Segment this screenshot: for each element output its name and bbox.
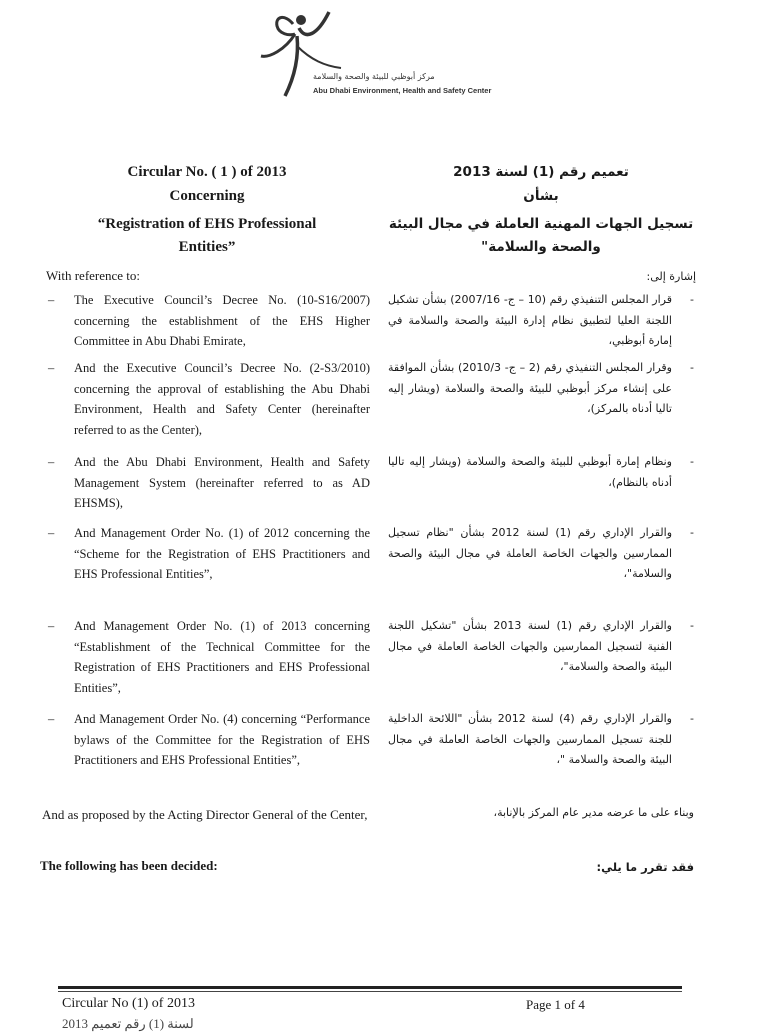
reference-item-ar: - قرار المجلس التنفيذي رقم (10 – ج- 2007/16) بشأن تشكيل اللجنة العليا لتطبيق نظام إدارة البيئة والصحة والسلامة في إمارة أبوظبي،	[388, 290, 694, 352]
logo-name-arabic: مركز أبوظبي للبيئة والصحة والسلامة	[313, 72, 435, 81]
reference-item-ar: - ونظام إمارة أبوظبي للبيئة والصحة والسلامة (ويشار إليه تاليا أدناه بالنظام)،	[388, 452, 694, 493]
reference-item-en: – And Management Order No. (1) of 2013 concerning “Establishment of the Technical Committee for the Registration of EHS Practitioners and EHS Professional Entities”,	[48, 616, 370, 698]
proposed-by-ar: وبناء على ما عرضه مدير عام المركز بالإنابة،	[493, 806, 694, 819]
center-logo	[255, 6, 495, 98]
reference-item-en-text: And the Abu Dhabi Environment, Health and Safety Management System (hereinafter referred to as AD EHSMS),	[74, 455, 370, 510]
decided-heading-ar: فقد تقرر ما يلي:	[596, 860, 694, 874]
title-en-line4: Entities”	[178, 239, 236, 255]
reference-item-ar-text: ونظام إمارة أبوظبي للبيئة والصحة والسلامة (ويشار إليه تاليا أدناه بالنظام)،	[388, 455, 672, 489]
title-en-line2: Concerning	[169, 188, 245, 204]
reference-heading-ar: إشارة إلى:	[646, 270, 696, 283]
reference-item-ar: - وقرار المجلس التنفيذي رقم (2 – ج- 2010/3) بشأن الموافقة على إنشاء مركز أبوظبي للبيئة والصحة والسلامة (ويشار إليه تاليا أدناه بالمركز)،	[388, 358, 694, 420]
reference-item-ar-text: قرار المجلس التنفيذي رقم (10 – ج- 2007/16) بشأن تشكيل اللجنة العليا لتطبيق نظام إدارة البيئة والصحة والسلامة في إمارة أبوظبي،	[388, 293, 672, 347]
footer-circular-number: Circular No (1) of 2013	[62, 996, 195, 1011]
decided-heading-en: The following has been decided:	[40, 858, 218, 873]
footer-page-number: Page 1 of 4	[526, 997, 585, 1012]
reference-item-en-text: And Management Order No. (1) of 2012 concerning the “Scheme for the Registration of EHS Practitioners and EHS Professional Entities”,	[74, 526, 370, 581]
reference-item-en: – And Management Order No. (4) concerning “Performance bylaws of the Committee for the Registration of EHS Practitioners and EHS Professional Entities”,	[48, 709, 370, 771]
reference-item-en: – And the Executive Council’s Decree No. (2-S3/2010) concerning the approval of establishing the Abu Dhabi Environment, Health and Safety Center (hereinafter referred to as the Center),	[48, 358, 370, 440]
reference-item-en: – And Management Order No. (1) of 2012 concerning the “Scheme for the Registration of EHS Practitioners and EHS Professional Entities”,	[48, 523, 370, 585]
reference-item-en-text: And Management Order No. (1) of 2013 concerning “Establishment of the Technical Committee for the Registration of EHS Practitioners and EHS Professional Entities”,	[74, 619, 370, 695]
reference-item-ar: - والقرار الإداري رقم (1) لسنة 2012 بشأن "نظام تسجيل الممارسين والجهات الخاصة العاملة في مجال البيئة والصحة والسلامة"،	[388, 523, 694, 585]
reference-item-ar-text: وقرار المجلس التنفيذي رقم (2 – ج- 2010/3) بشأن الموافقة على إنشاء مركز أبوظبي للبيئة والصحة والسلامة (ويشار إليه تاليا أدناه بالمركز)،	[388, 361, 672, 415]
reference-heading-en: With reference to:	[46, 268, 141, 283]
reference-item-ar: - والقرار الإداري رقم (1) لسنة 2013 بشأن "تشكيل اللجنة الفنية لتسجيل الممارسين والجهات الخاصة العاملة في مجال البيئة والصحة والسلامة"،	[388, 616, 694, 678]
footer-rule-thin	[58, 991, 682, 992]
reference-item-ar-text: والقرار الإداري رقم (1) لسنة 2012 بشأن "نظام تسجيل الممارسين والجهات الخاصة العاملة في مجال البيئة والصحة والسلامة"،	[388, 526, 673, 580]
title-ar-line2: بشأن	[523, 188, 559, 204]
title-ar-line4: والصحة والسلامة"	[481, 239, 601, 255]
footer-arabic-cut: 2013 لسنة (1) رقم تعميم	[62, 1016, 194, 1031]
reference-item-ar-text: والقرار الإداري رقم (1) لسنة 2013 بشأن "تشكيل اللجنة الفنية لتسجيل الممارسين والجهات الخاصة العاملة في مجال البيئة والصحة والسلامة"،	[388, 619, 672, 673]
footer-rule-thick	[58, 986, 682, 989]
proposed-by-en: And as proposed by the Acting Director General of the Center,	[42, 807, 368, 822]
title-ar-line3: تسجيل الجهات المهنية العاملة في مجال البيئة	[388, 216, 694, 232]
figure-logo-icon	[255, 6, 345, 98]
reference-item-en-text: And Management Order No. (4) concerning “Performance bylaws of the Committee for the Registration of EHS Practitioners and EHS Professional Entities”,	[74, 712, 370, 767]
title-en-line1: Circular No. ( 1 ) of 2013	[127, 164, 287, 180]
reference-item-en-text: The Executive Council’s Decree No. (10-S16/2007) concerning the establishment of the EHS Higher Committee in Abu Dhabi Emirate,	[74, 293, 370, 348]
reference-item-en-text: And the Executive Council’s Decree No. (2-S3/2010) concerning the approval of establishing the Abu Dhabi Environment, Health and Safety Center (hereinafter referred to as the Center),	[74, 361, 370, 437]
title-ar-line1: تعميم رقم (1) لسنة 2013	[453, 164, 629, 180]
logo-name-english: Abu Dhabi Environment, Health and Safety Center	[313, 86, 492, 95]
reference-item-en: – And the Abu Dhabi Environment, Health and Safety Management System (hereinafter referred to as AD EHSMS),	[48, 452, 370, 514]
reference-item-en: – The Executive Council’s Decree No. (10-S16/2007) concerning the establishment of the EHS Higher Committee in Abu Dhabi Emirate,	[48, 290, 370, 352]
title-en-line3: “Registration of EHS Professional	[97, 216, 317, 232]
reference-item-ar: - والقرار الإداري رقم (4) لسنة 2012 بشأن "اللائحة الداخلية للجنة تسجيل الممارسين والجهات الخاصة العاملة في مجال البيئة والصحة والسلامة "،	[388, 709, 694, 771]
reference-item-ar-text: والقرار الإداري رقم (4) لسنة 2012 بشأن "اللائحة الداخلية للجنة تسجيل الممارسين والجهات الخاصة العاملة في مجال البيئة والصحة والسلامة "،	[388, 712, 672, 766]
